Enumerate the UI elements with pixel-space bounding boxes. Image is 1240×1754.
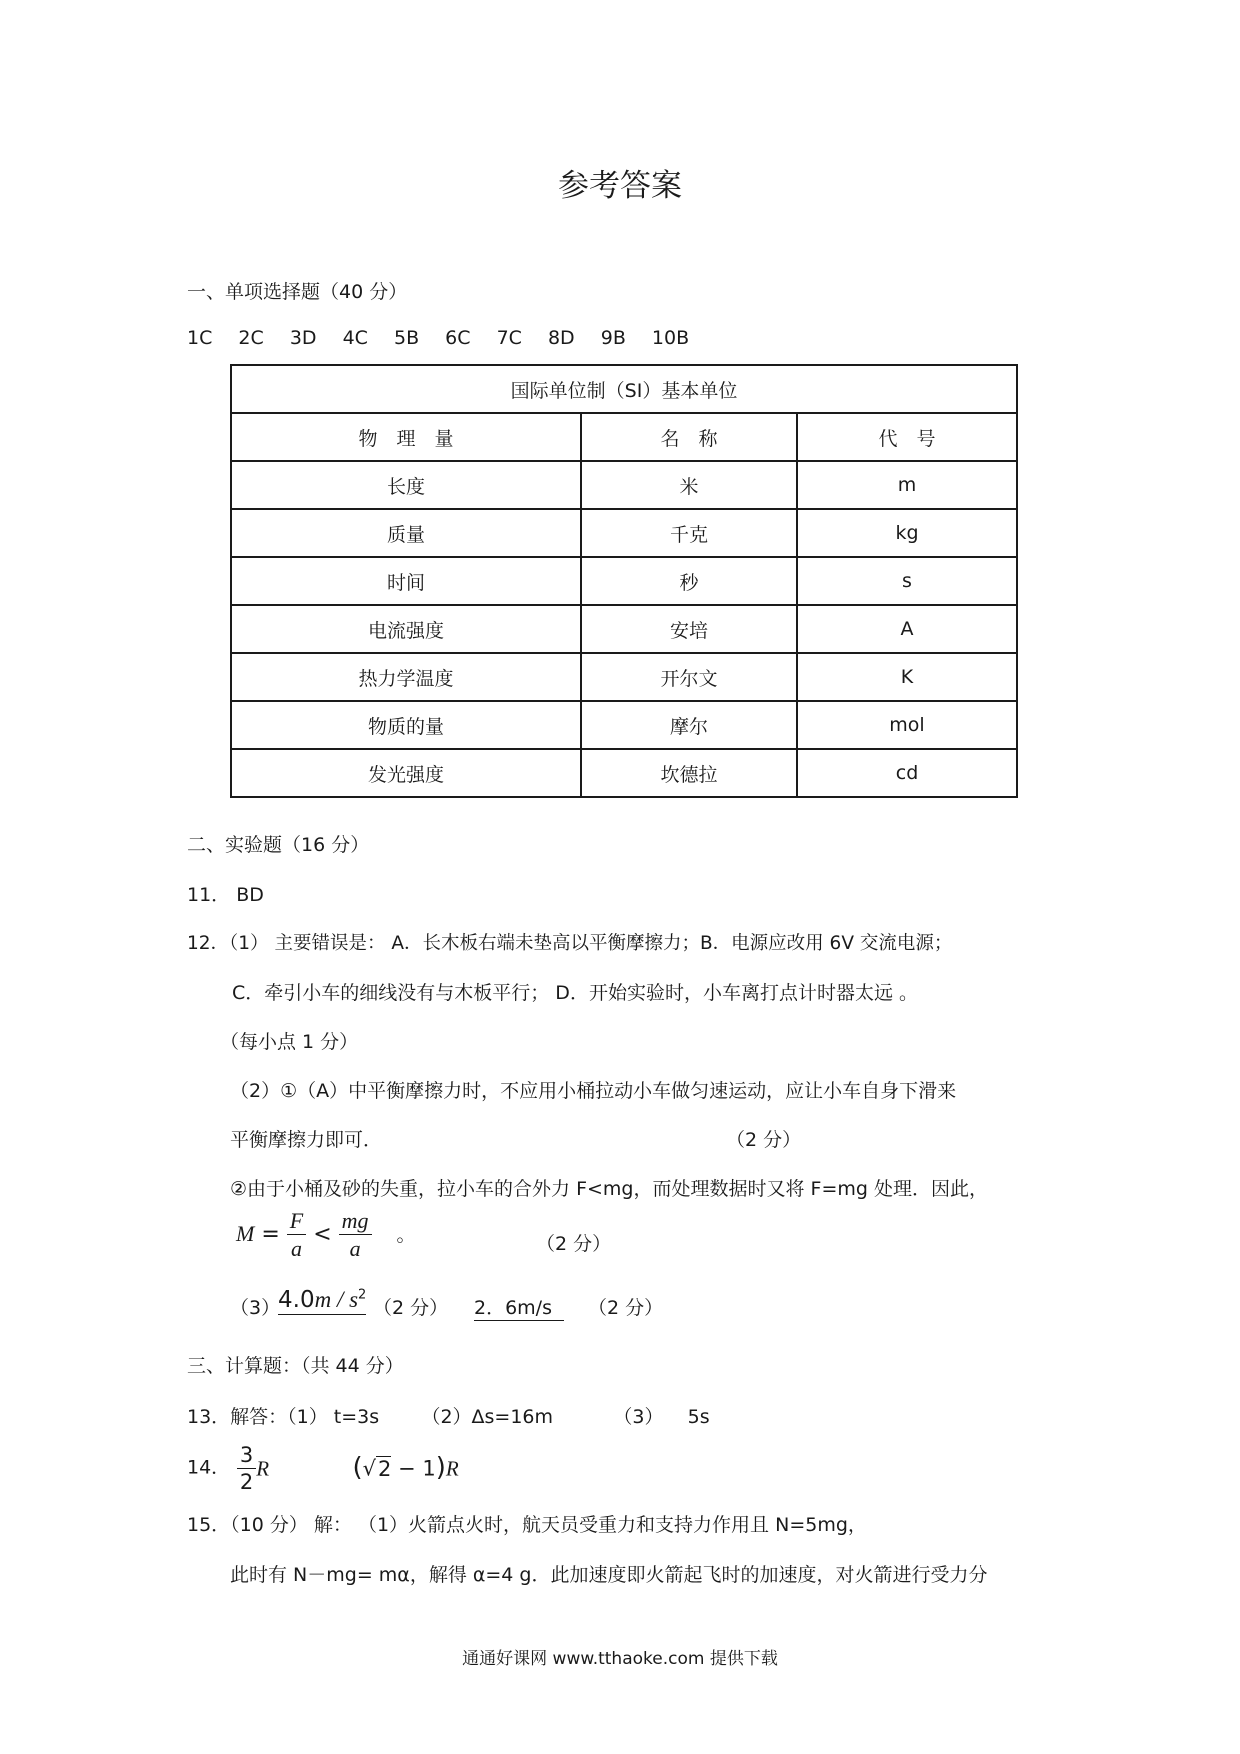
q12-line3: （每小点 1 分） xyxy=(220,1031,359,1053)
q12-3-score1: （2 分） xyxy=(373,1297,449,1319)
cell-name: 开尔文 xyxy=(581,653,797,701)
table-row xyxy=(231,749,1017,797)
q13-answer: 13．解答：（1） t=3s （2）Δs=16m （3） 5s xyxy=(187,1406,710,1428)
answer-item: 1C xyxy=(187,327,213,349)
q11-answer: 11． BD xyxy=(187,884,264,906)
cell-name: 千克 xyxy=(581,509,797,557)
answer-item: 2C xyxy=(238,327,264,349)
cell-name: 秒 xyxy=(581,557,797,605)
q14-label: 14． xyxy=(187,1456,231,1479)
header-name: 名 称 xyxy=(581,413,797,461)
acceleration-exponent: 2 xyxy=(358,1287,367,1303)
cell-quantity: 电流强度 xyxy=(231,605,581,653)
answer-item: 10B xyxy=(651,327,690,349)
radius-symbol: R xyxy=(256,1456,270,1481)
mass-formula xyxy=(236,1208,416,1262)
q14-answer: 14． $\frac{3}{2}$ R (√2 − 1)R xyxy=(187,1443,459,1495)
acceleration-unit: m / s xyxy=(314,1287,359,1312)
cell-quantity: 时间 xyxy=(231,557,581,605)
header-symbol: 代 号 xyxy=(797,413,1017,461)
table-row xyxy=(231,653,1017,701)
sqrt-argument: 2 xyxy=(378,1456,392,1481)
q12-3-label: （3） xyxy=(230,1297,281,1319)
page-title: 参考答案 xyxy=(558,168,682,204)
q12-line1: 12．（1） 主要错误是： A．长木板右端未垫高以平衡摩擦力；B．电源应改用 6V 交流电源； xyxy=(187,933,953,954)
cell-symbol: K xyxy=(797,653,1017,701)
cell-symbol: mol xyxy=(797,701,1017,749)
acceleration-value: 4.0 xyxy=(278,1287,315,1313)
footer-note: 通通好课网 www.tthaoke.com 提供下载 xyxy=(462,1649,778,1669)
formula-eq: = xyxy=(261,1221,280,1247)
fraction-mg-over-a xyxy=(339,1208,372,1262)
answer-item: 5B xyxy=(393,327,420,349)
minus-one: − 1 xyxy=(391,1456,436,1481)
fraction-numerator: 3 xyxy=(237,1443,256,1469)
fraction-numerator: mg xyxy=(339,1208,372,1235)
table-row xyxy=(231,701,1017,749)
table-caption: 国际单位制（SI）基本单位 xyxy=(231,365,1017,413)
acceleration-answer xyxy=(278,1287,366,1313)
q12-2-line2: 平衡摩擦力即可． xyxy=(230,1129,383,1151)
q15-line1: 15．（10 分） 解： （1）火箭点火时，航天员受重力和支持力作用且 N=5mg， xyxy=(187,1514,867,1536)
fraction-numerator: F xyxy=(287,1208,306,1235)
answer-item: 6C xyxy=(445,327,471,349)
q12-3-score2: （2 分） xyxy=(588,1297,664,1319)
fraction-denominator: 2 xyxy=(239,1470,254,1495)
table-header-row xyxy=(231,413,1017,461)
cell-symbol: cd xyxy=(797,749,1017,797)
header-quantity: 物 理 量 xyxy=(231,413,581,461)
fraction-denominator: a xyxy=(290,1236,302,1262)
section3-heading: 三、计算题：（共 44 分） xyxy=(187,1355,404,1377)
cell-symbol: kg xyxy=(797,509,1017,557)
formula-lhs: M xyxy=(236,1220,255,1246)
formula-lt: < xyxy=(313,1221,332,1247)
speed-answer xyxy=(474,1293,564,1320)
formula-end: 。 xyxy=(396,1223,416,1246)
cell-quantity: 物质的量 xyxy=(231,701,581,749)
q12-2-score: （2 分） xyxy=(726,1129,802,1151)
cell-quantity: 热力学温度 xyxy=(231,653,581,701)
section1-heading: 一、单项选择题（40 分） xyxy=(187,281,408,303)
speed-value: 2．6m/s xyxy=(474,1297,564,1321)
table-row xyxy=(231,461,1017,509)
q15-line2: 此时有 N－mg= mα，解得 α=4 g．此加速度即火箭起飞时的加速度，对火箭进行受力分 xyxy=(230,1564,988,1586)
radius-symbol: R xyxy=(445,1456,459,1481)
answer-item: 9B xyxy=(600,327,626,349)
cell-symbol: s xyxy=(797,557,1017,605)
answer-item: 3D xyxy=(289,327,317,349)
si-units-table xyxy=(230,364,1018,798)
cell-symbol: m xyxy=(797,461,1017,509)
paren-open: ( xyxy=(352,1452,363,1483)
q12-2b-line: ②由于小桶及砂的失重，拉小车的合外力 F<mg，而处理数据时又将 F=mg 处理．因此， xyxy=(230,1178,988,1200)
table-caption-row xyxy=(231,365,1017,413)
section2-heading: 二、实验题（16 分） xyxy=(187,834,370,856)
cell-symbol: A xyxy=(797,605,1017,653)
cell-name: 米 xyxy=(581,461,797,509)
cell-name: 安培 xyxy=(581,605,797,653)
answer-item: 7C xyxy=(496,327,522,349)
q12-line2: C．牵引小车的细线没有与木板平行； D．开始实验时，小车离打点计时器太远 。 xyxy=(232,982,918,1004)
fraction-denominator: a xyxy=(349,1236,361,1262)
fraction-f-over-a xyxy=(287,1208,306,1262)
answer-item: 8D xyxy=(547,327,575,349)
formula-score: （2 分） xyxy=(536,1233,612,1255)
cell-quantity: 质量 xyxy=(231,509,581,557)
cell-name: 坎德拉 xyxy=(581,749,797,797)
table-row xyxy=(231,605,1017,653)
answer-item: 4C xyxy=(342,327,368,349)
cell-quantity: 发光强度 xyxy=(231,749,581,797)
table-row xyxy=(231,557,1017,605)
cell-quantity: 长度 xyxy=(231,461,581,509)
table-row xyxy=(231,509,1017,557)
cell-name: 摩尔 xyxy=(581,701,797,749)
paren-close: ) xyxy=(435,1452,446,1483)
fraction-three-halves xyxy=(237,1443,256,1494)
q12-2-line1: （2）①（A）中平衡摩擦力时，不应用小桶拉动小车做匀速运动，应让小车自身下滑来 xyxy=(230,1080,957,1102)
choice-answers xyxy=(187,327,709,349)
